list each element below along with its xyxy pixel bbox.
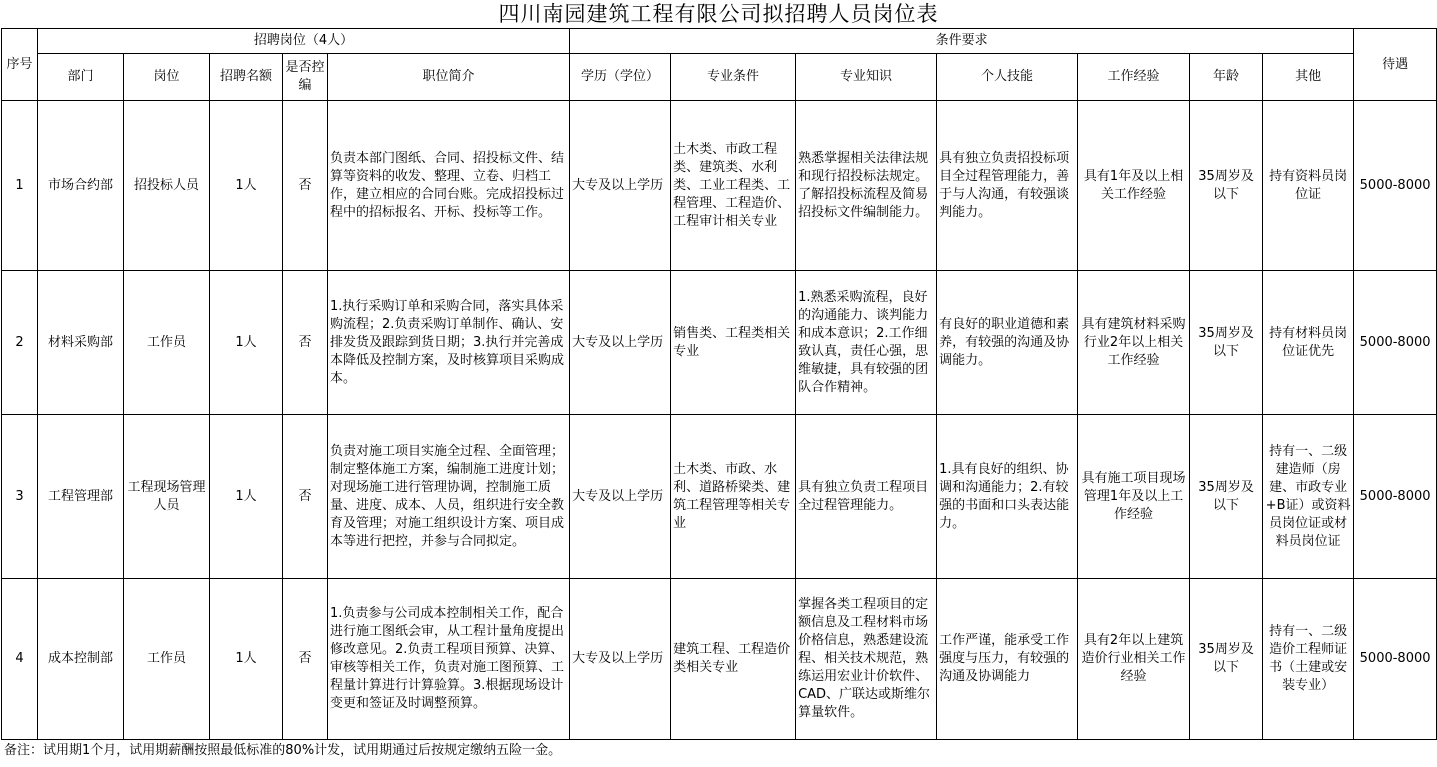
cell-salary: 5000-8000 <box>1354 101 1437 271</box>
cell-dept: 材料采购部 <box>38 271 124 415</box>
cell-controlled: 否 <box>283 415 328 579</box>
cell-skills: 1.具有良好的组织、协调和沟通能力；2.有较强的书面和口头表达能力。 <box>937 415 1078 579</box>
cell-major: 建筑工程、工程造价类相关专业 <box>671 579 796 740</box>
cell-position: 招投标人员 <box>124 101 210 271</box>
header-seq: 序号 <box>2 29 38 101</box>
table-row <box>2 101 1437 271</box>
cell-salary: 5000-8000 <box>1354 579 1437 740</box>
cell-controlled: 否 <box>283 271 328 415</box>
header-salary: 待遇 <box>1354 29 1437 101</box>
cell-experience: 具有建筑材料采购行业2年以上相关工作经验 <box>1078 271 1190 415</box>
cell-other: 持有一、二级造价工程师证书（土建或安装专业） <box>1263 579 1354 740</box>
header-quota: 招聘名额 <box>210 54 283 101</box>
cell-desc: 负责对施工项目实施全过程、全面管理；制定整体施工方案，编制施工进度计划；对现场施工进行管理协调，控制施工质量、进度、成本、人员，组织进行安全教育及管理；对施工组织设计方案、项目成本等进行把控，并参与合同拟定。 <box>328 415 570 579</box>
cell-major: 销售类、工程类相关专业 <box>671 271 796 415</box>
cell-seq: 4 <box>2 579 38 740</box>
cell-experience: 具有2年以上建筑造价行业相关工作经验 <box>1078 579 1190 740</box>
cell-skills: 工作严谨，能承受工作强度与压力，有较强的沟通及协调能力 <box>937 579 1078 740</box>
cell-position: 工作员 <box>124 271 210 415</box>
cell-position: 工作员 <box>124 579 210 740</box>
cell-desc: 1.负责参与公司成本控制相关工作，配合进行施工图纸会审，从工程计量角度提出修改意见。2.负责工程项目预算、决算、审核等相关工作，负责对施工图预算、工程量计算进行计算验算。3.根据现场设计变更和签证及时调整预算。 <box>328 579 570 740</box>
cell-controlled: 否 <box>283 101 328 271</box>
cell-major: 土木类、市政工程类、建筑类、水利类、工业工程类、工程管理、工程造价、工程审计相关专业 <box>671 101 796 271</box>
cell-knowledge: 熟悉掌握相关法律法规和现行招投标法规定。了解招投标流程及简易招投标文件编制能力。 <box>796 101 937 271</box>
cell-other: 持有资料员岗位证 <box>1263 101 1354 271</box>
header-group-requirements: 条件要求 <box>570 29 1354 54</box>
cell-major: 土木类、市政、水利、道路桥梁类、建筑工程管理等相关专业 <box>671 415 796 579</box>
cell-age: 35周岁及以下 <box>1190 415 1263 579</box>
cell-experience: 具有施工项目现场管理1年及以上工作经验 <box>1078 415 1190 579</box>
cell-dept: 工程管理部 <box>38 415 124 579</box>
cell-education: 大专及以上学历 <box>570 271 671 415</box>
cell-position: 工程现场管理人员 <box>124 415 210 579</box>
cell-education: 大专及以上学历 <box>570 415 671 579</box>
page-title: 四川南园建筑工程有限公司拟招聘人员岗位表 <box>498 2 939 26</box>
cell-age: 35周岁及以下 <box>1190 271 1263 415</box>
table-row <box>2 271 1437 415</box>
header-age: 年龄 <box>1190 54 1263 101</box>
cell-skills: 有良好的职业道德和素养，有较强的沟通及协调能力。 <box>937 271 1078 415</box>
cell-seq: 2 <box>2 271 38 415</box>
cell-other: 持有材料员岗位证优先 <box>1263 271 1354 415</box>
cell-other: 持有一、二级建造师（房建、市政专业+B证）或资料员岗位证或材料员岗位证 <box>1263 415 1354 579</box>
header-desc: 职位简介 <box>328 54 570 101</box>
cell-education: 大专及以上学历 <box>570 579 671 740</box>
header-major: 专业条件 <box>671 54 796 101</box>
header-row-columns <box>2 54 1437 101</box>
cell-desc: 负责本部门图纸、合同、招投标文件、结算等资料的收发、整理、立卷、归档工作，建立相应的合同台账。完成招投标过程中的招标报名、开标、投标等工作。 <box>328 101 570 271</box>
cell-salary: 5000-8000 <box>1354 415 1437 579</box>
header-experience: 工作经验 <box>1078 54 1190 101</box>
cell-quota: 1人 <box>210 101 283 271</box>
cell-age: 35周岁及以下 <box>1190 101 1263 271</box>
cell-age: 35周岁及以下 <box>1190 579 1263 740</box>
header-knowledge: 专业知识 <box>796 54 937 101</box>
cell-experience: 具有1年及以上相关工作经验 <box>1078 101 1190 271</box>
cell-quota: 1人 <box>210 271 283 415</box>
cell-education: 大专及以上学历 <box>570 101 671 271</box>
cell-desc: 1.执行采购订单和采购合同，落实具体采购流程；2.负责采购订单制作、确认、安排发货及跟踪到货日期；3.执行并完善成本降低及控制方案，及时核算项目采购成本。 <box>328 271 570 415</box>
cell-knowledge: 1.熟悉采购流程，良好的沟通能力、谈判能力和成本意识；2.工作细致认真，责任心强，思维敏捷，具有较强的团队合作精神。 <box>796 271 937 415</box>
cell-salary: 5000-8000 <box>1354 271 1437 415</box>
recruitment-table <box>1 28 1437 740</box>
cell-quota: 1人 <box>210 415 283 579</box>
cell-dept: 成本控制部 <box>38 579 124 740</box>
header-group-positions: 招聘岗位（4人） <box>38 29 570 54</box>
cell-quota: 1人 <box>210 579 283 740</box>
header-skills: 个人技能 <box>937 54 1078 101</box>
cell-controlled: 否 <box>283 579 328 740</box>
cell-skills: 具有独立负责招投标项目全过程管理能力，善于与人沟通，有较强谈判能力。 <box>937 101 1078 271</box>
cell-seq: 3 <box>2 415 38 579</box>
header-controlled: 是否控编 <box>283 54 328 101</box>
header-other: 其他 <box>1263 54 1354 101</box>
header-dept: 部门 <box>38 54 124 101</box>
table-row <box>2 579 1437 740</box>
cell-seq: 1 <box>2 101 38 271</box>
header-education: 学历（学位） <box>570 54 671 101</box>
footnote: 备注：试用期1个月，试用期薪酬按照最低标准的80%计发，试用期通过后按规定缴纳五险一金。 <box>4 743 562 758</box>
cell-dept: 市场合约部 <box>38 101 124 271</box>
cell-knowledge: 掌握各类工程项目的定额信息及工程材料市场价格信息，熟悉建设流程、相关技术规范，熟练运用宏业计价软件、CAD、广联达或斯维尔算量软件。 <box>796 579 937 740</box>
header-position: 岗位 <box>124 54 210 101</box>
table-row <box>2 415 1437 579</box>
cell-knowledge: 具有独立负责工程项目全过程管理能力。 <box>796 415 937 579</box>
header-row-group <box>2 29 1437 54</box>
